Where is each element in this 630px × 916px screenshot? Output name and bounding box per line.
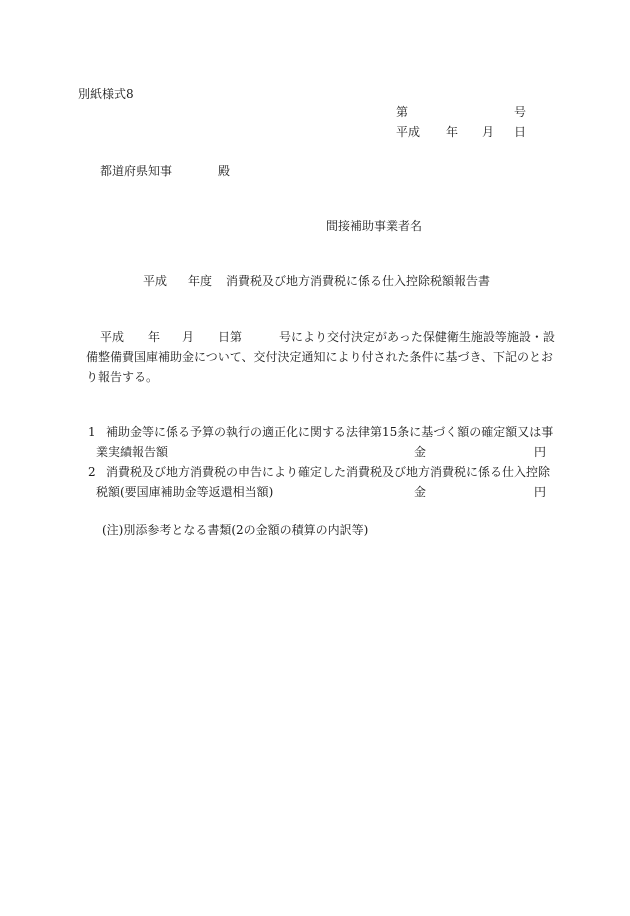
number-dai: 第 (396, 105, 409, 119)
form-id: 別紙様式8 (78, 87, 134, 101)
item-2-yen: 円 (534, 485, 547, 499)
date-day: 日 (514, 125, 527, 139)
sender-name: 間接補助事業者名 (326, 219, 423, 233)
item-1-line-2: 業実績報告額 (96, 445, 169, 459)
item-1-kin: 金 (414, 445, 427, 459)
date-month: 月 (482, 125, 495, 139)
item-2-kin: 金 (414, 485, 427, 499)
item-1-number: 1 (88, 425, 96, 439)
body-era: 平成 (100, 330, 125, 344)
item-2-line-2: 税額(要国庫補助金等返還相当額) (96, 485, 274, 499)
date-year: 年 (446, 125, 459, 139)
body-year: 年 (148, 330, 161, 344)
addressee-honorific: 殿 (218, 164, 231, 178)
item-2-number: 2 (88, 465, 96, 479)
body-line-3: り報告する。 (86, 370, 159, 384)
title-nendo: 年度 (188, 274, 213, 288)
date-era: 平成 (396, 125, 421, 139)
body-line-2: 備整備費国庫補助金について、交付決定通知により付された条件に基づき、下記のとお (86, 350, 554, 364)
note: (注)別添参考となる書類(2の金額の積算の内訳等) (102, 523, 369, 537)
item-1-yen: 円 (534, 445, 547, 459)
body-day-no: 日第 (218, 330, 243, 344)
item-2-line-1: 消費税及び地方消費税の申告により確定した消費税及び地方消費税に係る仕入控除 (106, 465, 551, 479)
title-era: 平成 (143, 274, 168, 288)
number-go: 号 (514, 105, 527, 119)
document-title: 消費税及び地方消費税に係る仕入控除税額報告書 (226, 274, 491, 288)
body-go-text: 号により交付決定があった保健衛生施設等施設・設 (279, 330, 555, 344)
addressee-name: 都道府県知事 (100, 164, 173, 178)
item-1-line-1: 補助金等に係る予算の執行の適正化に関する法律第15条に基づく額の確定額又は事 (106, 425, 554, 439)
body-month: 月 (182, 330, 195, 344)
